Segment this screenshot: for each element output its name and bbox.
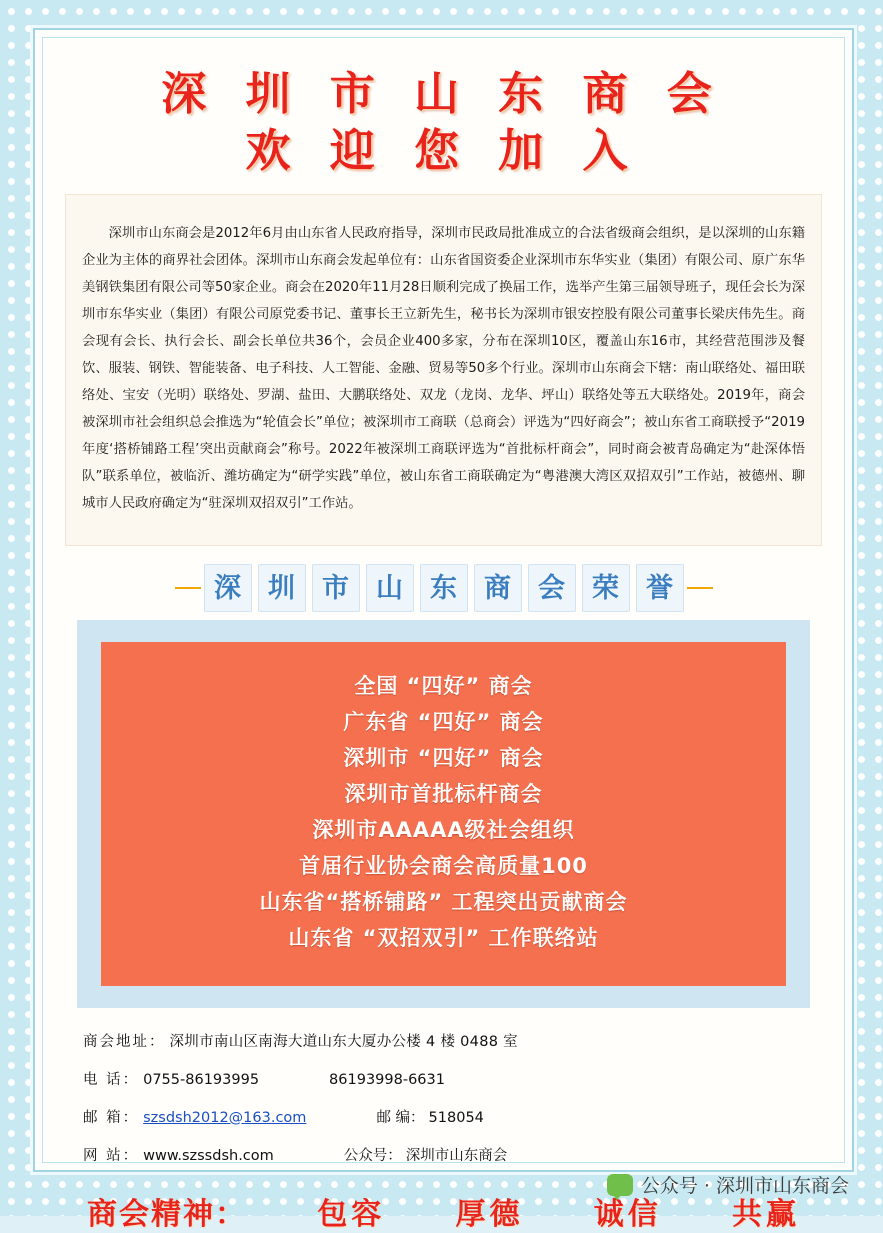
honor-list [101,642,786,986]
website-label: 网 站： [83,1147,140,1164]
honor-header-char-3: 市 [312,564,360,612]
wechat-icon [607,1174,633,1196]
contact-website-row [83,1144,804,1165]
honor-item: 山东省 “双招双引” 工作联络站 [288,925,599,950]
spirit-word-4: 共赢 [732,1197,800,1231]
honor-rule-right [687,587,713,589]
address-value: 深圳市南山区南海大道山东大厦办公楼 4 楼 0488 室 [169,1033,518,1050]
honor-item: 山东省“搭桥铺路” 工程突出贡献商会 [259,889,628,914]
contact-address-row [83,1030,804,1051]
intro-paragraph: 深圳市山东商会是2012年6月由山东省人民政府指导，深圳市民政局批准成立的合法省级商会组织，是以深圳的山东籍企业为主体的商界社会团体。深圳市山东商会发起单位有：山东省国资委企业深圳市东华实业（集团）有限公司、原广东华美钢铁集团有限公司等50家企业。商会在2020年11月28日顺利完成了换届工作，选举产生第三届领导班子，现任会长为深圳市东华实业（集团）有限公司原党委书记、董事长王立新先生，秘书长为深圳市银安控股有限公司董事长梁庆伟先生。商会现有会长、执行会长、副会长单位共36个，会员企业400多家，分布在深圳10区，覆盖山东16市，其经营范围涉及餐饮、服装、钢铁、智能装备、电子科技、人工智能、金融、贸易等50多个行业。深圳市山东商会下辖：南山联络处、福田联络处、宝安（光明）联络处、罗湖、盐田、大鹏联络处、双龙（龙岗、龙华、坪山）联络处等五大联络处。2019年，商会被深圳市社会组织总会推选为“轮值会长”单位；被深圳市工商联（总商会）评选为“四好商会”；被山东省工商联授予“2019年度‘搭桥铺路工程’突出贡献商会”称号。2022年被深圳工商联评选为“首批标杆商会”，同时商会被青岛确定为“赴深体悟队”联系单位，被临沂、潍坊确定为“研学实践”单位，被山东省工商联确定为“粤港澳大湾区双招双引”工作站，被德州、聊城市人民政府确定为“驻深圳双招双引”工作站。 [82,226,805,512]
honor-rule-left [175,587,201,589]
contact-email-row [83,1106,804,1127]
honor-header-char-5: 东 [420,564,468,612]
website-value[interactable]: www.szssdsh.com [143,1147,274,1164]
honor-header-char-6: 商 [474,564,522,612]
poster-title [43,38,844,180]
phone-value: 0755-86193995 [143,1071,260,1088]
contact-block [83,1030,804,1165]
contact-phone-row [83,1068,804,1089]
title-line-1: 深 圳 市 山 东 商 会 [161,69,726,119]
honor-item: 深圳市AAAAA级社会组织 [312,817,575,842]
address-label: 商会地址： [83,1033,166,1050]
wechat-label: 公众号： [343,1147,402,1164]
honor-item: 全国 “四好” 商会 [354,673,533,698]
zip-label: 邮 编： [376,1109,425,1126]
footer-credit [0,1171,849,1198]
zip-value: 518054 [428,1109,484,1126]
honor-header-char-4: 山 [366,564,414,612]
spirit-word-3: 诚信 [593,1197,662,1231]
footer-text: 公众号 · 深圳市山东商会 [640,1175,849,1197]
email-label: 邮 箱： [83,1109,140,1126]
phone-label: 电 话： [83,1071,140,1088]
honor-frame [77,620,810,1008]
honor-item: 深圳市首批标杆商会 [344,781,543,806]
honor-header-char-7: 会 [528,564,576,612]
wechat-value: 深圳市山东商会 [405,1147,508,1164]
spirit-word-1: 包容 [317,1197,386,1231]
honor-item: 广东省 “四好” 商会 [343,709,544,734]
spirit-word-2: 厚德 [455,1197,524,1231]
intro-panel [65,194,822,546]
poster-inner-frame [42,37,845,1231]
honor-header-char-9: 誉 [636,564,684,612]
honor-header-char-8: 荣 [582,564,630,612]
phone-value-secondary: 86193998-6631 [329,1071,445,1088]
honor-header [77,560,810,620]
honor-section [77,560,810,1008]
honor-header-char-1: 深 [204,564,252,612]
spirit-label: 商会精神： [87,1197,247,1231]
email-link[interactable]: szsdsh2012@163.com [143,1109,307,1126]
poster-page [33,28,854,1231]
honor-item: 深圳市 “四好” 商会 [343,745,544,770]
honor-header-char-2: 圳 [258,564,306,612]
honor-item: 首届行业协会商会高质量100 [299,853,588,878]
title-line-2: 欢 迎 您 加 入 [245,126,642,176]
